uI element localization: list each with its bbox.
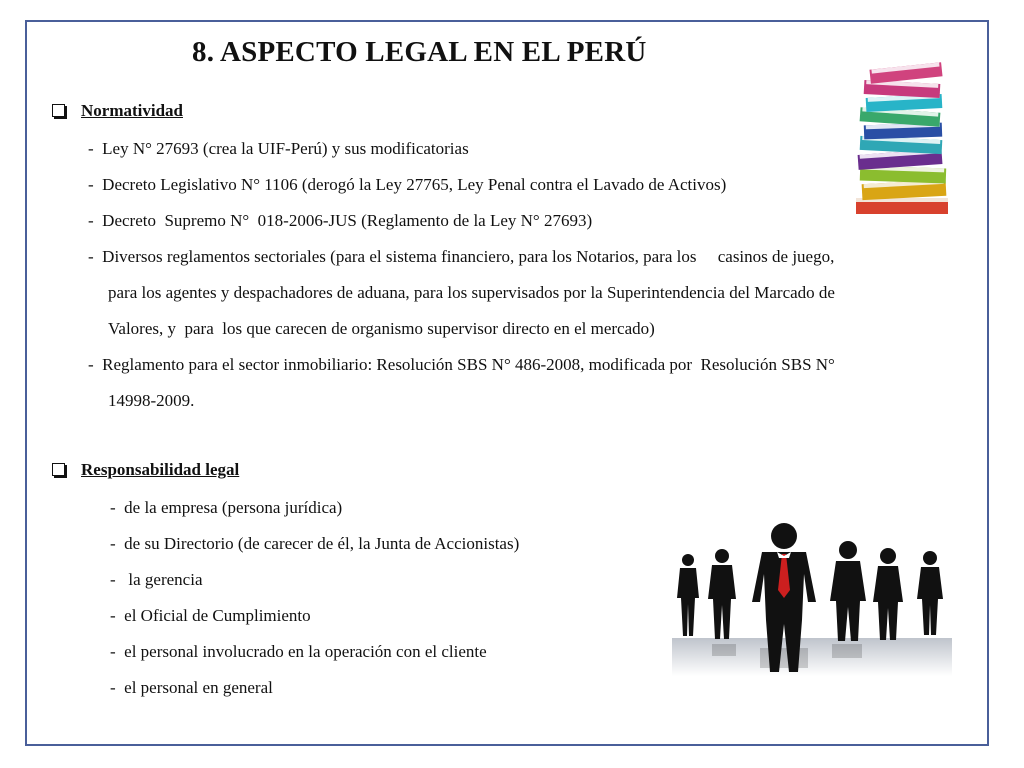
slide-title: 8. ASPECTO LEGAL EN EL PERÚ (192, 36, 647, 68)
book-stack-icon (842, 52, 954, 218)
normatividad-line: - Decreto Supremo N° 018-2006-JUS (Reglamento de la Ley N° 27693) (88, 211, 593, 230)
responsabilidad-line: - el Oficial de Cumplimiento (110, 606, 311, 625)
normatividad-line: Valores, y para los que carecen de organismo supervisor directo en el mercado) (108, 319, 655, 338)
responsabilidad-line: - la gerencia (110, 570, 203, 589)
normatividad-line: - Ley N° 27693 (crea la UIF-Perú) y sus modificatorias (88, 139, 469, 158)
checkbox-bullet-icon (52, 463, 65, 476)
normatividad-line: - Reglamento para el sector inmobiliario: Resolución SBS N° 486-2008, modificada por Resolución SBS N° (88, 355, 835, 374)
responsabilidad-line: - de su Directorio (de carecer de él, la Junta de Accionistas) (110, 534, 520, 553)
section-heading-normatividad: Normatividad (52, 101, 183, 121)
section-heading-responsabilidad-legal: Responsabilidad legal (52, 460, 239, 480)
responsabilidad-line: - de la empresa (persona jurídica) (110, 498, 343, 517)
responsabilidad-line: - el personal en general (110, 678, 273, 697)
checkbox-bullet-icon (52, 104, 65, 117)
normatividad-line: 14998-2009. (108, 391, 195, 410)
responsabilidad-line: - el personal involucrado en la operación con el cliente (110, 642, 487, 661)
normatividad-line: - Diversos reglamentos sectoriales (para el sistema financiero, para los Notarios, para los casinos de juego, (88, 247, 835, 266)
normatividad-line: - Decreto Legislativo N° 1106 (derogó la Ley 27765, Ley Penal contra el Lavado de Activos) (88, 175, 727, 194)
normatividad-line: para los agentes y despachadores de aduana, para los supervisados por la Superintendencia del Marcado de (108, 283, 835, 302)
business-people-silhouettes-icon (672, 520, 952, 676)
